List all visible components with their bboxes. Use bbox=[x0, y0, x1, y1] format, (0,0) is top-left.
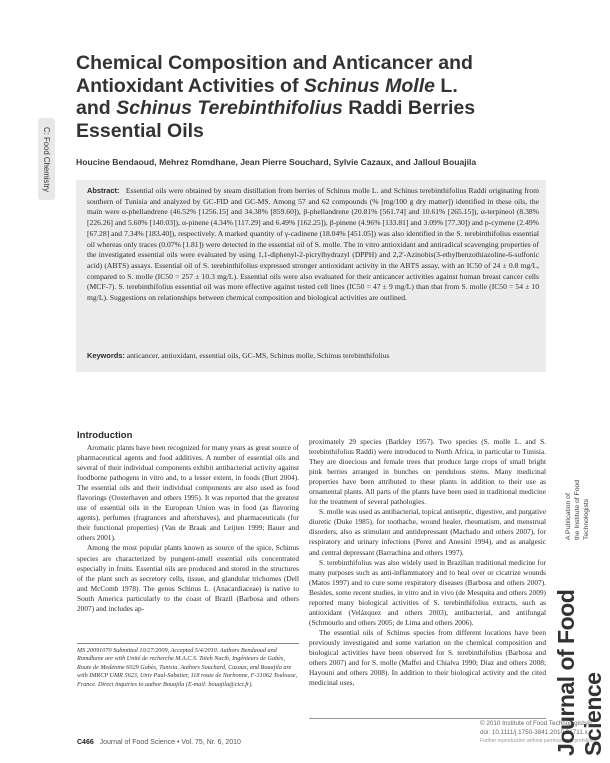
journal-issue: Journal of Food Science • Vol. 75, Nr. 6, 2010 bbox=[99, 739, 241, 746]
manuscript-note: MS 20091070 Submitted 10/27/2009, Accepted 5/4/2010. Authors Bendaoud and Romdhane are with Unité de recherche M.A.C.S. Taïeb Nacib, Ingénieurs de Gabès, Route de Medenine 6029 Gabès, Tunisia. Authors Souchard, Cazaux, and Bouajila are with IMRCP UMR 5623, Univ Paul-Sabatier, 118 route de Narbonne, F-31062 Toulouse, France. Direct inquiries to author Bouajila (E-mail: bouajila@cict.fr). bbox=[77, 647, 298, 688]
intro-paragraph-1: Aromatic plants have been recognized for many years as great source of pharmaceutical agents and food additives. A number of essential oils and several of their individual components exhibit antibacterial activity against foodborne pathogens in vitro and, to a lesser extent, in foods (Burt 2004). The essential oils and their individual components are also used as food flavorings (Oosterhaven and others 1995). It was reported that the greatest use of essential oils in the European Union was in food (as flavoring agents), perfumes (fragrances and aftershaves), and pharmaceuticals (for their functional properties) (Van de Braak and Leijten 1999; Bauer and others 2001). bbox=[77, 443, 299, 543]
intro-paragraph-3: proximately 29 species (Barkley 1957). Two species (S. molle L. and S. terebinthifolius Raddi) were introduced to North Africa, in particular to Tunisia. They are dioecious and female trees that produce large crops of small bright pink berries arranged in bunches on pendulous stems. Many medicinal properties have been attributed to these plants in addition to their use as ornamental plants. All parts of the plants have been used in traditional medicine for the treatment of several pathologies. bbox=[309, 437, 546, 507]
footer-divider bbox=[309, 718, 546, 719]
abstract bbox=[87, 186, 539, 304]
abstract-label: Abstract: bbox=[87, 186, 120, 195]
title-part-4: Schinus Terebinthifolius bbox=[116, 97, 343, 119]
keywords bbox=[87, 351, 539, 360]
title-part-2: Schinus Molle bbox=[303, 74, 435, 97]
title-part-3: L. and bbox=[76, 74, 458, 119]
section-tab-label: C: Food Chemistry bbox=[42, 126, 51, 192]
intro-paragraph-5: S. terebinthifolius was also widely used in Brazilian traditional medicine for many purposes such as anti-inflammatory and to heal over or cicatrize wounds (Matos 1997) and to cure some respiratory diseases (Barbosa and others 2007). Besides, some recent studies, in vitro and in vivo (de Mesquita and others 2009) reported many biological activities of S. terebinthifolius extracts, such as antioxidant (Velázquez and others 2003), antibacterial, and antifungal (Schmourlo and others 2005; de Lima and others 2006). bbox=[309, 557, 546, 627]
title-part-5: Raddi Berries Essential Oils bbox=[76, 97, 476, 142]
title-part-1: Chemical Composition and Anticancer and Antioxidant Activities of bbox=[76, 52, 473, 97]
intro-paragraph-4: S. molle was used as antibacterial, topical antiseptic, digestive, and purgative diuretic (Duke 1985), for toothache, wound healer, rheumatism, and menstrual disorders, also as stimulant and antidepressant (Machado and others 2007), for respiratory and urinary infections (Perez and Anesini 1994), and as analgesic and central depressant (Barrachina and others 1997). bbox=[309, 507, 546, 557]
footer-citation bbox=[77, 739, 241, 746]
publisher-line-2: the Institute of Food Technologists bbox=[574, 479, 590, 540]
page-number: C466 bbox=[77, 739, 94, 746]
abstract-text: Essential oils were obtained by steam distillation from berries of Schinus molle L. and Schinus terebinthifolius Raddi originating from southern of Tunisia and analyzed by GC-FID and GC-MS. Among 57 and 62 compounds (% [mg/100 g dry matter]) identified in these oils, the main were α-phellandrene (46.52% [1256.15] and 34.38% [859.60]), β-phellandrene (20.81% [561.74] and 10.61% [265.15]), α-terpineol (8.38% [226.26] and 5.60% [140.03]), α-pinene (4.34% [117.29] and 6.49% [162.25]), β-pinene (4.96% [133.81] and 3.09% [77.30]) and p-cymene (2.49% [67.28] and 7.34% [183.40]), respectively. A marked quantity of γ-cadinene (18.04% [451.05]) was also identified in the S. terebinthifolius essential oil whereas only traces (0.07% [1.81]) were detected in the essential oil of S. molle. The in vitro antioxidant and antiradical scavenging properties of the investigated essential oils were evaluated by using 1,1-diphenyl-2-picrylhydrazyl (DPPH) and 2,2'-Azinobis(3-ethylbenzothiazoline-6-sulfonic acid) (ABTS) assays. Essential oil of S. terebinthifolius expressed stronger antioxidant activity in the ABTS assay, with an IC50 of 24 ± 0.8 mg/L, compared to S. molle (IC50 = 257 ± 10.3 mg/L). Essential oils were also evaluated for their anticancer activities against human breast cancer cells (MCF-7). S. terebinthifolius essential oil was more effective against tested cell lines (IC50 = 47 ± 9 mg/L) than that from S. molle (IC50 = 54 ± 10 mg/L). Suggestions on relationships between chemical composition and biological activities are outlined. bbox=[87, 186, 540, 303]
intro-paragraph-6: The essential oils of Schinus species from different locations have been previously investigated and some variation on the chemical composition and biological activities have been observed for S. terebinthifolius (Barbosa and others 2007) and for S. molle (Maffei and Chialva 1990; Diaz and others 2008; Hayouni and others 2008). In addition to their biological activity and the cited medicinal uses, bbox=[309, 627, 546, 688]
article-title bbox=[76, 52, 476, 142]
permission-notice: Further reproduction without permission is prohibited bbox=[480, 738, 597, 745]
footnote-divider bbox=[77, 643, 299, 644]
copyright: © 2010 Institute of Food Technologists® bbox=[480, 720, 592, 727]
body-column-right bbox=[309, 437, 546, 688]
publisher-line-1: A Publication of bbox=[565, 493, 572, 540]
publisher-note bbox=[564, 440, 594, 540]
keywords-label: Keywords: bbox=[87, 351, 125, 360]
keywords-text: anticancer, antioxidant, essential oils, GC-MS, Schinus molle, Schinus terebinthifolius bbox=[126, 351, 390, 360]
doi: doi: 10.1111/j.1750-3841.2010.01711.x bbox=[480, 728, 588, 736]
journal-logo: Journal of Food Science bbox=[553, 589, 606, 756]
author-list: Houcine Bendaoud, Mehrez Romdhane, Jean Pierre Souchard, Sylvie Cazaux, and Jalloul Bouajila bbox=[76, 157, 477, 167]
intro-paragraph-2: Among the most popular plants known as source of the spice, Schinus species are characterized by pungent-smell essential oils concentrated especially in fruits. Essential oils are produced and stored in the structures of the plant such as secretory cells, tissue, and glandular trichomes (Dell and McComb 1978). The genus Schinus L. (Anacardiaceae) is native to South America particularly to the coast of Brazil (Barbosa and others 2007) and includes ap- bbox=[77, 543, 299, 613]
section-heading-introduction: Introduction bbox=[77, 430, 133, 441]
body-column-left bbox=[77, 443, 299, 614]
